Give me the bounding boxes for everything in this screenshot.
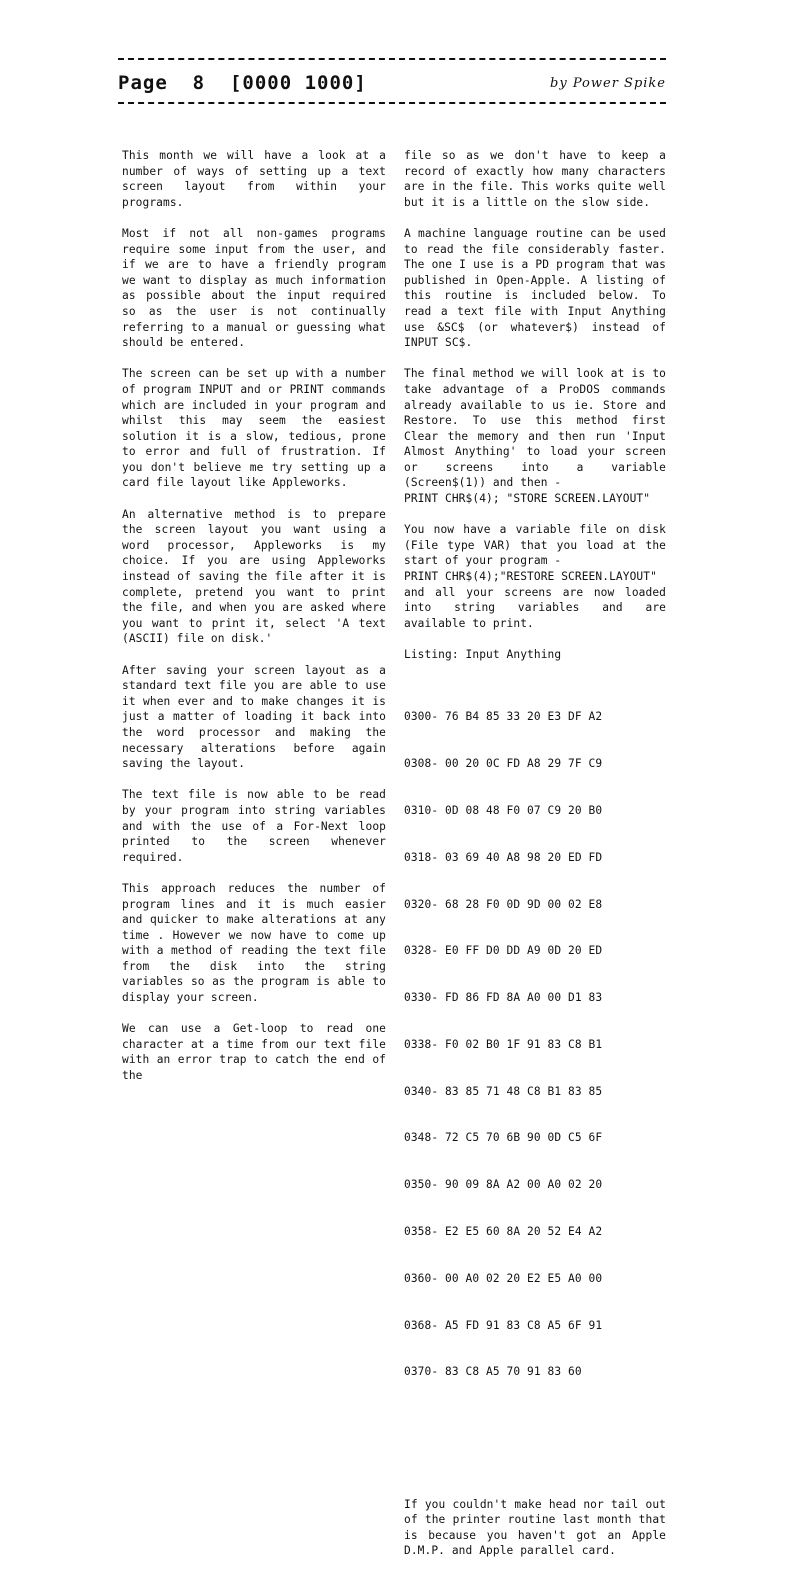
left-column (122, 148, 386, 1099)
listing-line: 0330- FD 86 FD 8A A0 00 D1 83 (404, 991, 603, 1005)
paragraph: A machine language routine can be used to read the file considerably faster. The one I use is a PD program that was published in Open-Apple. A listing of this routine is included below. To read a text file with Input Anything use &SC$ (or whatever$) instead of INPUT SC$. (404, 226, 666, 350)
listing-line: 0338- F0 02 B0 1F 91 83 C8 B1 (404, 1037, 603, 1051)
paragraph: Most if not all non-games programs require some input from the user, and if we are to have a friendly program we want to display as much information as possible about the input required so as the user is not continually referring to a manual or guessing what should be entered. (122, 226, 386, 350)
listing-line: 0340- 83 85 71 48 C8 B1 83 85 (404, 1084, 603, 1098)
listing-line: 0328- E0 FF D0 DD A9 0D 20 ED (404, 944, 603, 958)
paragraph: If you couldn't make head nor tail out of the printer routine last month that is because you haven't got an Apple D.M.P. and Apple parallel card. (404, 1497, 666, 1558)
author-byline: by Power Spike (550, 76, 666, 91)
paragraph: This month we will have a look at a number of ways of setting up a text screen layout from within your programs. (122, 149, 386, 209)
listing-line: 0300- 76 B4 85 33 20 E3 DF A2 (404, 710, 603, 724)
header-top-rule (118, 58, 666, 60)
header-bottom-rule (118, 102, 666, 104)
paragraph: We can use a Get-loop to read one character at a time from our text file with an error trap to catch the end of the (122, 1022, 386, 1083)
listing-line: 0370- 83 C8 A5 70 91 83 60 (404, 1365, 582, 1379)
paragraph: An alternative method is to prepare the screen layout you want using a word processor, Appleworks is my choice. If you are using Appleworks instead of saving the file after it is complete, pretend you want to print the file, and when you are asked where you want to print it, select 'A text (ASCII) file on disk.' (122, 507, 386, 646)
listing-title: Listing: Input Anything (404, 648, 562, 661)
column-spacer (404, 1427, 666, 1497)
listing-line: 0360- 00 A0 02 20 E2 E5 A0 00 (404, 1271, 603, 1285)
listing-line: 0350- 90 09 8A A2 00 A0 02 20 (404, 1178, 603, 1192)
paragraph: The text file is now able to be read by your program into string variables and with the use of a For-Next loop printed to the screen whenever required. (122, 788, 386, 864)
right-column (404, 148, 666, 1575)
listing-line: 0348- 72 C5 70 6B 90 0D C5 6F (404, 1131, 603, 1145)
listing-line: 0358- E2 E5 60 8A 20 52 E4 A2 (404, 1224, 603, 1238)
paragraph: You now have a variable file on disk (File type VAR) that you load at the start of your program - PRINT CHR$(4);"RESTORE SCREEN.LAYOUT" and all your screens are now loaded into string variables and are available to print. (404, 523, 666, 630)
listing-line: 0320- 68 28 F0 0D 9D 00 02 E8 (404, 897, 603, 911)
listing-line: 0310- 0D 08 48 F0 07 C9 20 B0 (404, 803, 603, 817)
paragraph: After saving your screen layout as a standard text file you are able to use it when ever and to make changes it is just a matter of loading it back into the word processor and making the necessary alterations before again saving the layout. (122, 663, 386, 771)
paragraph: file so as we don't have to keep a record of exactly how many characters are in the file. This works quite well but it is a little on the slow side. (404, 149, 666, 209)
listing-line: 0308- 00 20 0C FD A8 29 7F C9 (404, 757, 603, 771)
hex-listing (404, 678, 666, 1411)
page-title: Page 8 [0000 1000] (118, 72, 367, 94)
listing-line: 0368- A5 FD 91 83 C8 A5 6F 91 (404, 1318, 603, 1332)
paragraph: The final method we will look at is to take advantage of a ProDOS commands already available to us ie. Store and Restore. To use this method first Clear the memory and then run 'Input Almost Anything' to load your screen or screens into a variable (Screen$(1)) and then - PRINT CHR$(4); "STORE SCREEN.LAYOUT" (404, 367, 666, 506)
listing-line: 0318- 03 69 40 A8 98 20 ED FD (404, 850, 603, 864)
paragraph: The screen can be set up with a number of program INPUT and or PRINT commands which are included in your program and whilst this may seem the easiest solution it is a slow, tedious, prone to error and full of frustration. If you don't believe me try setting up a card file layout like Appleworks. (122, 367, 386, 490)
paragraph: This approach reduces the number of program lines and it is much easier and quicker to make alterations at any time . However we now have to come up with a method of reading the text file from the disk into the string variables so as the program is able to display your screen. (122, 881, 386, 1005)
